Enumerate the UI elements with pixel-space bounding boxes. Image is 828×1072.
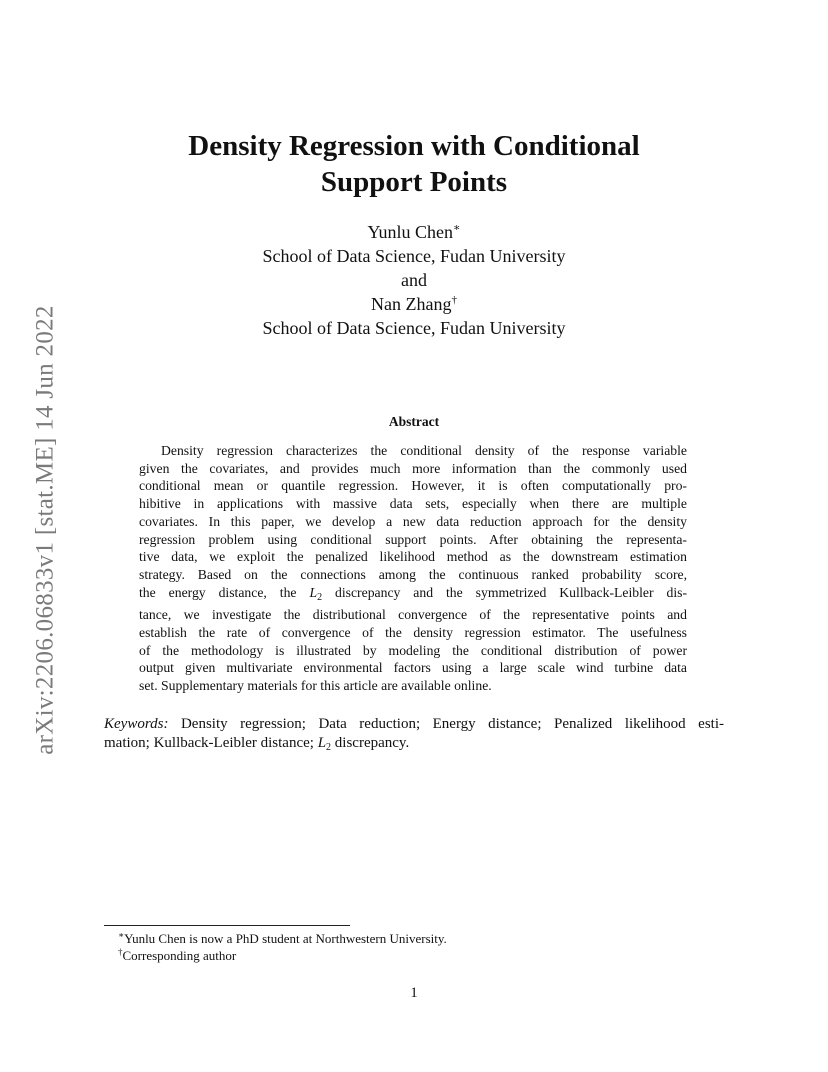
math-l2-symbol: L [317, 735, 327, 751]
abstract-line: hibitive in applications with massive data sets, especially when there are multiple [139, 496, 687, 512]
author-1-footnote-mark: ∗ [453, 222, 461, 234]
footnotes [118, 930, 447, 964]
author-2-name: Nan Zhang [371, 294, 452, 314]
paper-title [0, 128, 828, 200]
abstract-line: tive data, we exploit the penalized likelihood method as the downstream estimation [139, 549, 687, 565]
footnote-2-text: Corresponding author [122, 948, 237, 963]
author-2 [0, 292, 828, 316]
abstract-body [139, 442, 687, 695]
footnote-2-mark: † [118, 947, 123, 957]
author-1 [0, 220, 828, 244]
author-2-affiliation: School of Data Science, Fudan University [262, 318, 566, 338]
abstract-line: regression problem using conditional support points. After obtaining the representa- [139, 531, 687, 547]
abstract-line: tance, we investigate the distributional convergence of the representative points and [139, 607, 687, 623]
footnote-divider [104, 925, 350, 926]
title-line-1: Density Regression with Conditional [188, 130, 640, 162]
abstract-line-with-math [139, 584, 687, 607]
abstract-line: set. Supplementary materials for this article are available online. [139, 678, 492, 694]
math-l2-symbol: L [309, 584, 318, 600]
author-block [0, 220, 828, 340]
abstract-line: establish the rate of convergence of the density regression estimator. The usefulness [139, 625, 687, 641]
footnote-1-text: Yunlu Chen is now a PhD student at Northwestern University. [124, 931, 447, 946]
keywords-label: Keywords: [104, 716, 169, 732]
abstract-line: output given multivariate environmental factors using a large scale wind turbine data [139, 660, 687, 676]
footnote-1-mark: ∗ [118, 930, 125, 940]
title-line-2: Support Points [320, 166, 508, 198]
keywords-line-1-text: Density regression; Data reduction; Energy distance; Penalized likelihood esti- [168, 716, 724, 732]
arxiv-identifier-text: arXiv:2206.06833v1 [stat.ME] 14 Jun 2022 [32, 305, 59, 755]
keywords-block [104, 715, 724, 757]
abstract-line: covariates. In this paper, we develop a new data reduction approach for the density [139, 513, 687, 529]
keywords-line-1 [104, 715, 724, 734]
math-l2-subscript: 2 [317, 591, 323, 603]
keywords-line-2-post: discrepancy. [331, 735, 410, 751]
abstract-line: given the covariates, and provides much more information than the commonly used [139, 460, 687, 476]
abstract-line: strategy. Based on the connections among the continuous ranked probability score, [139, 566, 687, 582]
abstract-line-9-post: discrepancy and the symmetrized Kullback-Leibler dis- [322, 584, 688, 600]
keywords-line-2 [104, 734, 724, 757]
abstract-line: conditional mean or quantile regression. However, it is often computationally pro- [139, 478, 687, 494]
author-1-affiliation: School of Data Science, Fudan University [262, 246, 566, 266]
author-2-footnote-mark: † [451, 294, 457, 306]
author-conjunction: and [401, 270, 427, 290]
arxiv-identifier-stamp [24, 285, 68, 775]
math-l2-subscript: 2 [326, 742, 332, 753]
page-number: 1 [410, 985, 418, 1001]
footnote-1 [118, 930, 447, 947]
keywords-line-2-pre: mation; Kullback-Leibler distance; [104, 735, 318, 751]
abstract-line: Density regression characterizes the conditional density of the response variable [161, 443, 687, 458]
abstract-line: of the methodology is illustrated by modeling the conditional distribution of power [139, 642, 687, 658]
footnote-2 [118, 947, 447, 964]
abstract-line-9-pre: the energy distance, the [139, 584, 310, 600]
abstract-heading: Abstract [388, 414, 440, 429]
author-1-name: Yunlu Chen [367, 222, 453, 242]
